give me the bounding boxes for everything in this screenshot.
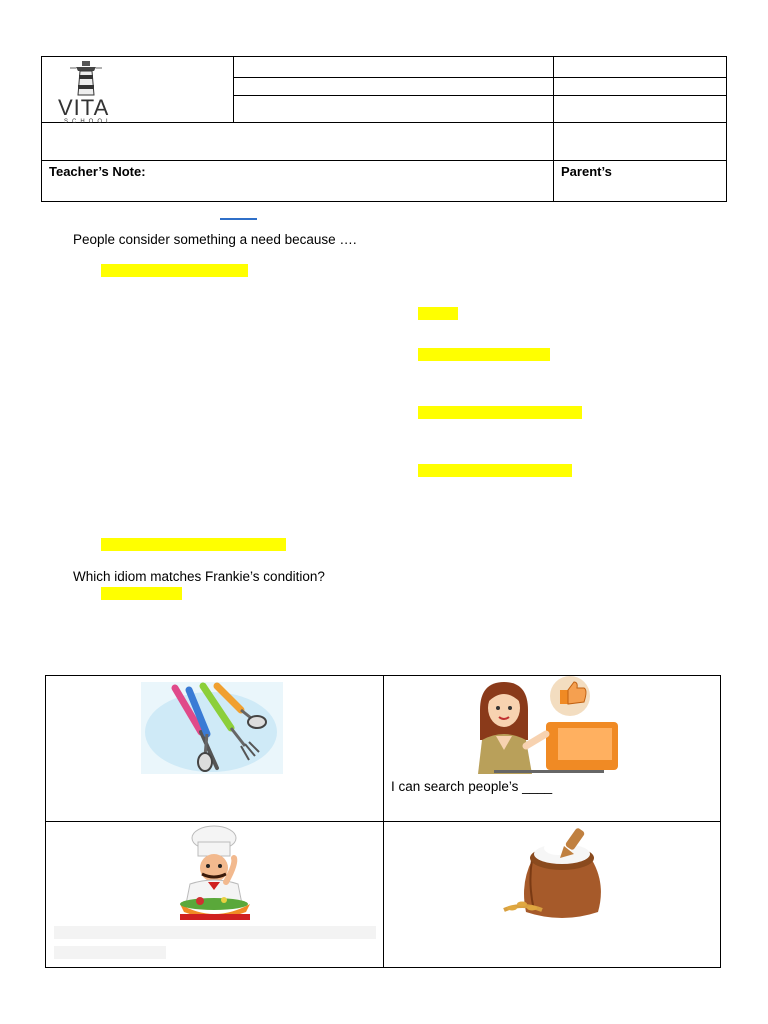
- header-row-line-2: [233, 95, 727, 96]
- question-1-text: People consider something a need because ….: [73, 232, 357, 247]
- cell-2-text: I can search people’s ____: [391, 779, 553, 794]
- logo-subtext: SCHOOL: [64, 119, 114, 125]
- question-2-text: Which idiom matches Frankie’s condition?: [73, 569, 325, 584]
- highlight-option-4: [418, 464, 572, 477]
- highlight-answer-3: [101, 587, 182, 600]
- school-logo: [50, 59, 120, 123]
- highlight-answer-2: [101, 538, 286, 551]
- teacher-note-label: Teacher’s Note:: [49, 164, 146, 179]
- parent-label: Parent’s: [561, 164, 612, 179]
- highlight-answer-1: [101, 264, 248, 277]
- faint-line-2: [54, 946, 166, 959]
- cutlery-icon: [141, 682, 283, 774]
- highlight-option-2: [418, 348, 550, 361]
- accent-line: [220, 218, 257, 220]
- picture-grid: [45, 675, 721, 968]
- flour-sack-icon: [502, 824, 616, 924]
- highlight-option-3: [418, 406, 582, 419]
- lighthouse-icon: [56, 59, 116, 99]
- header-divider-v2: [553, 57, 554, 202]
- faint-line-1: [54, 926, 376, 939]
- woman-computer-icon: [474, 676, 620, 774]
- header-row-line-3: [42, 122, 727, 123]
- header-row-line-4: [42, 160, 727, 161]
- grid-divider-h: [46, 821, 720, 822]
- chef-icon: [176, 824, 254, 922]
- header-divider-v1: [233, 57, 234, 122]
- highlight-option-1: [418, 307, 458, 320]
- header-table: [41, 56, 727, 202]
- header-row-line-1: [233, 77, 727, 78]
- logo-text: VITA: [58, 95, 110, 120]
